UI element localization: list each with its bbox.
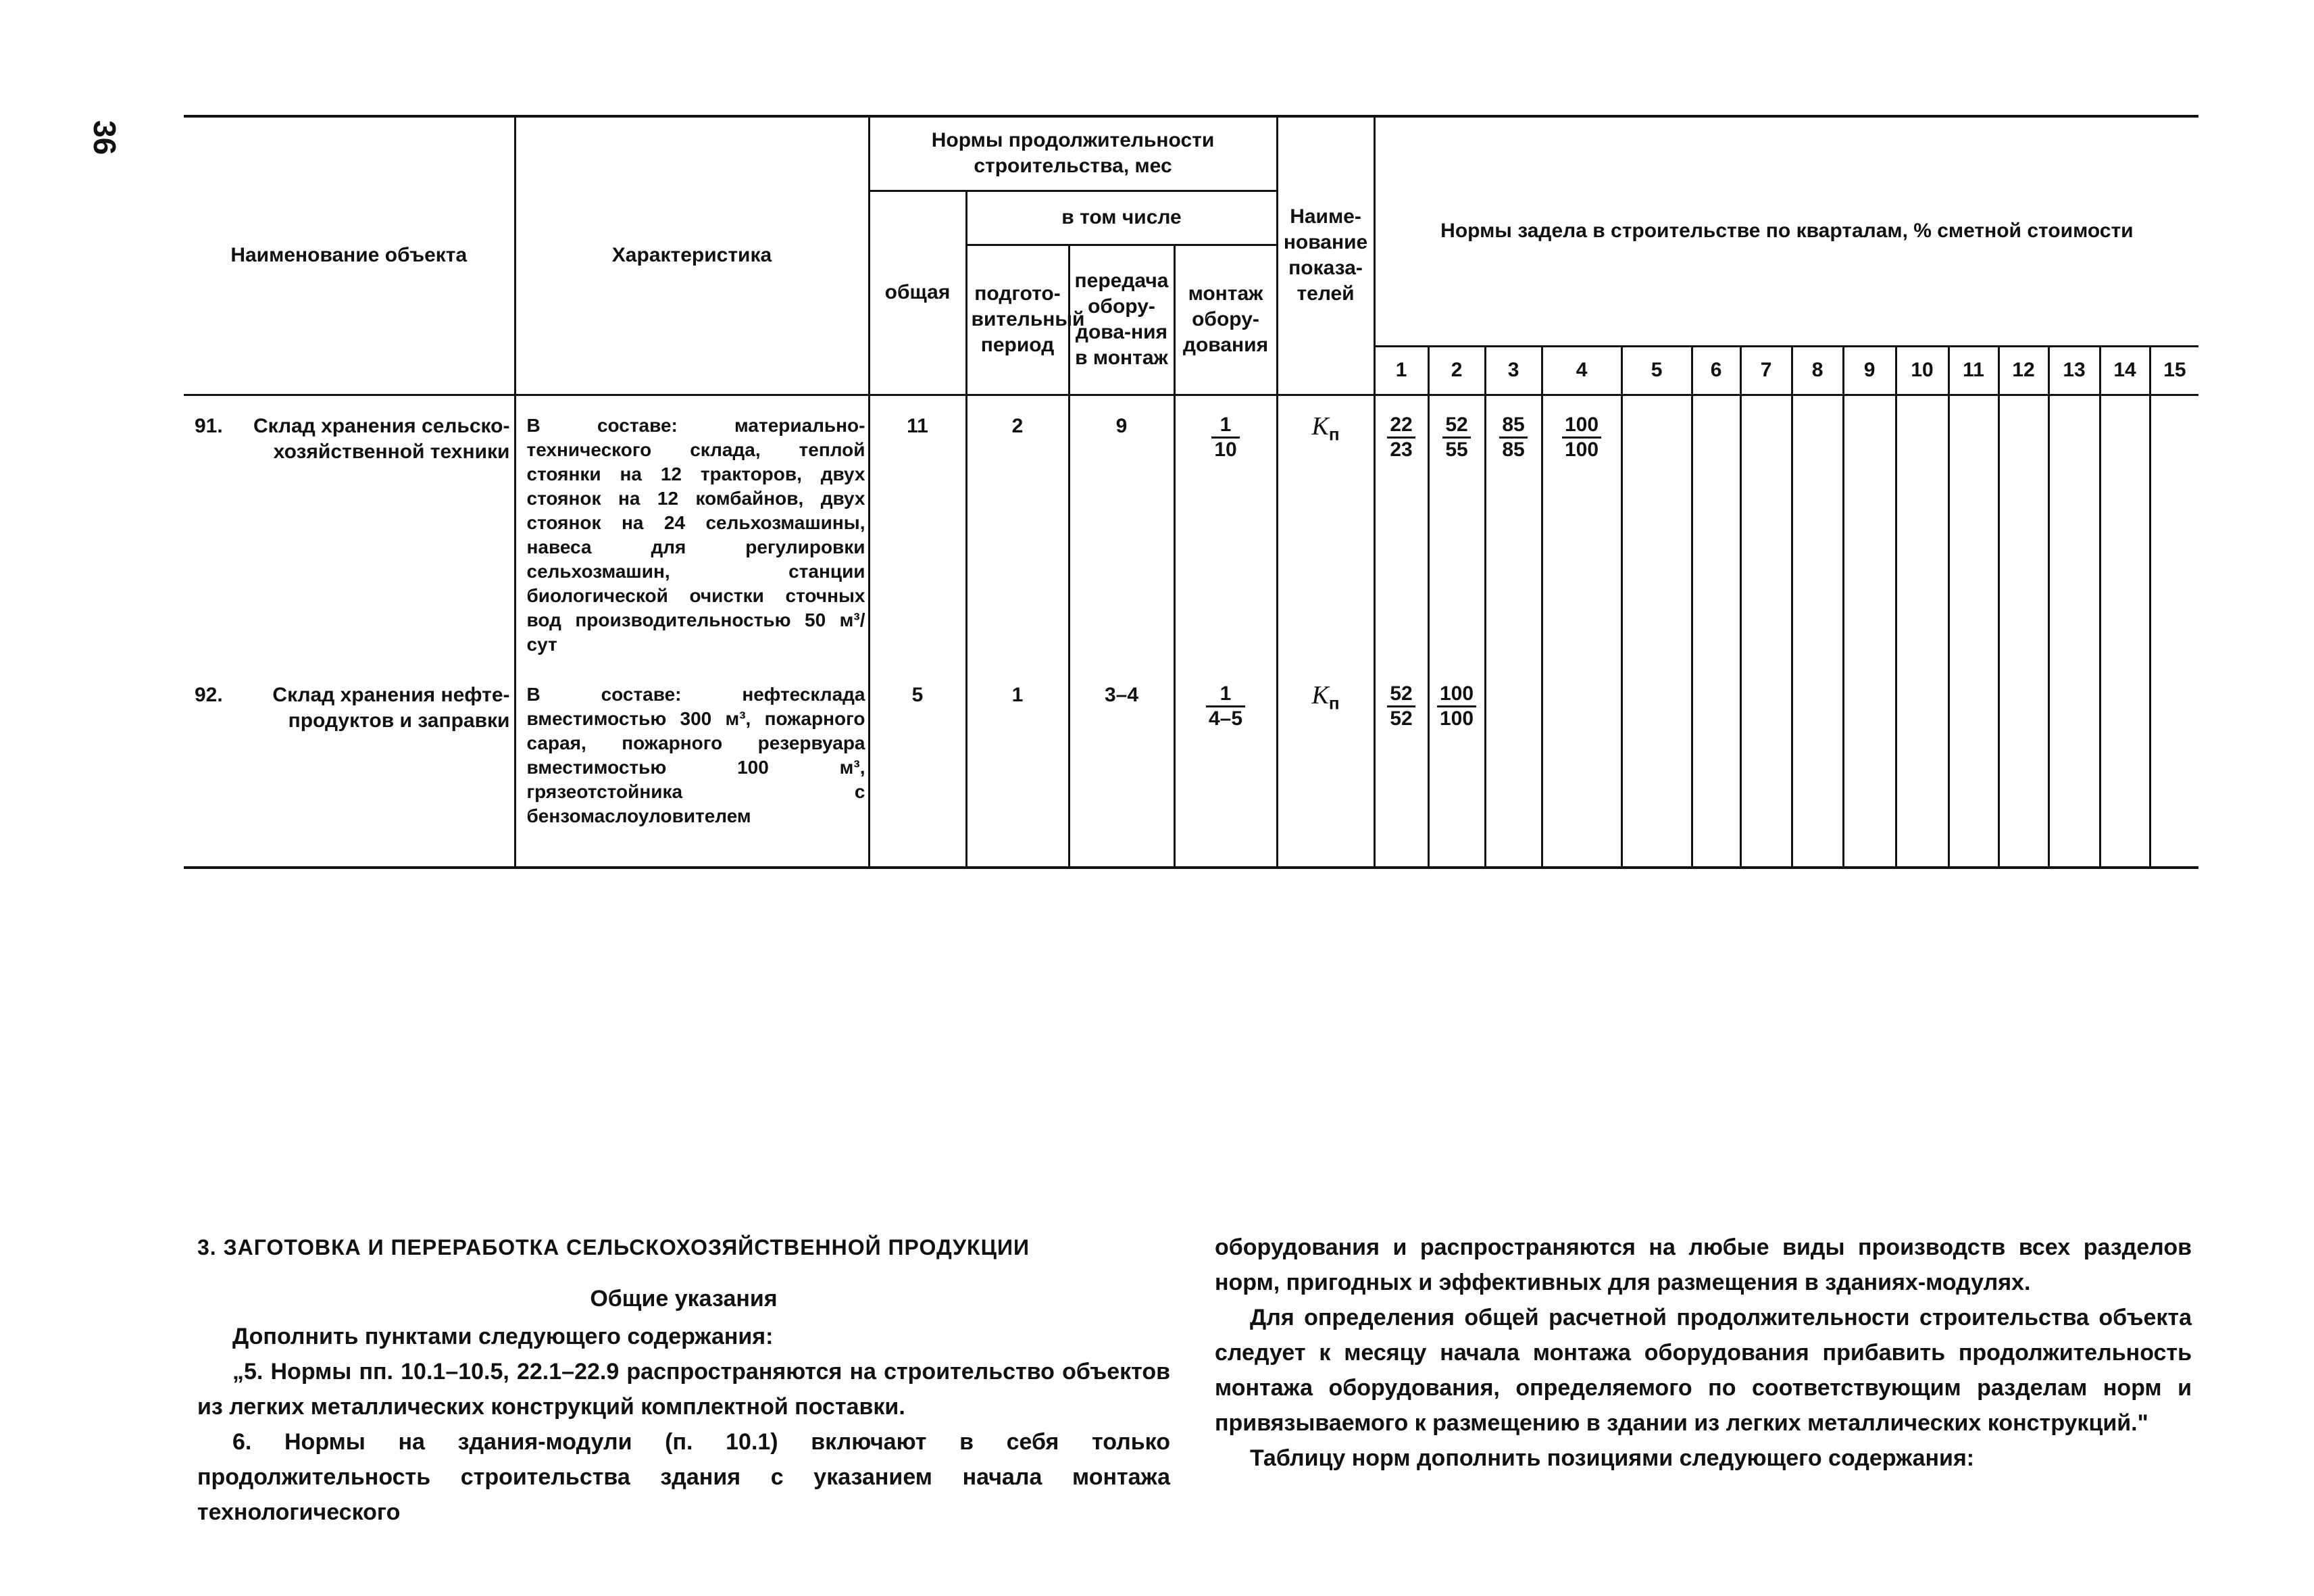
quarter-2: 2	[1428, 346, 1485, 395]
paragraph: Дополнить пунктами следующего содержания:	[232, 1324, 774, 1349]
paragraph: „5. Нормы пп. 10.1–10.5, 22.1–22.9 распространяются на строительство объектов из легких металлических конструкций комплектной поставки.	[197, 1359, 1170, 1420]
quarter-6: 6	[1692, 346, 1740, 395]
quarter-4: 4	[1542, 346, 1621, 395]
indicator-k: $K_п$	[1277, 395, 1374, 665]
backlog-q13	[2048, 665, 2100, 868]
table-row	[184, 395, 2198, 665]
page-number: 36	[87, 120, 122, 155]
paragraph: оборудования и распространяются на любые виды производств всех разделов норм, пригодных и эффективных для размещения в зданиях-модулях.	[1215, 1235, 2192, 1295]
quarter-15: 15	[2150, 346, 2198, 395]
table-row	[184, 665, 2198, 868]
backlog-q12	[1998, 665, 2048, 868]
duration-install: $\frac{1}{4-5}$	[1174, 665, 1277, 868]
backlog-q1: $\frac{52}{52}$	[1374, 665, 1428, 868]
header-indicator: Наиме-нование показа-телей	[1277, 116, 1374, 395]
backlog-q15	[2150, 395, 2198, 665]
duration-transfer: 3–4	[1069, 665, 1174, 868]
duration-transfer: 9	[1069, 395, 1174, 665]
object-characteristic: В составе: нефтесклада вместимостью 300 м³, пожарного сарая, пожарного резервуара вместимостью 100 м³, грязеотстойника с бензомаслоуловителем	[515, 665, 869, 868]
object-name: 91. Склад хранения сельско- хозяйственной техники	[184, 395, 515, 665]
duration-prep: 1	[966, 665, 1069, 868]
backlog-q8	[1792, 665, 1843, 868]
duration-install: $\frac{1}{10}$	[1174, 395, 1277, 665]
header-including: в том числе	[966, 191, 1277, 245]
header-total: общая	[869, 191, 966, 395]
quarter-8: 8	[1792, 346, 1843, 395]
quarter-10: 10	[1896, 346, 1948, 395]
backlog-q6	[1692, 665, 1740, 868]
header-characteristic: Характеристика	[515, 116, 869, 395]
quarter-14: 14	[2100, 346, 2150, 395]
quarter-3: 3	[1485, 346, 1542, 395]
quarter-7: 7	[1740, 346, 1792, 395]
paragraph: Таблицу норм дополнить позициями следующего содержания:	[1250, 1445, 1975, 1471]
backlog-q9	[1843, 395, 1896, 665]
quarter-9: 9	[1843, 346, 1896, 395]
header-duration-group: Нормы продолжительности строительства, мес	[869, 116, 1277, 191]
object-characteristic: В составе: материально-технического склада, теплой стоянки на 12 тракторов, двух стоянок на 12 комбайнов, двух стоянок на 24 сельхозмашины, навеса для регулировки сельхозмашин, станции биологической очистки сточных вод производительностью 50 м³/сут	[515, 395, 869, 665]
quarter-5: 5	[1621, 346, 1692, 395]
norms-table	[184, 115, 2198, 869]
header-backlog: Нормы задела в строительстве по кварталам, % сметной стоимости	[1374, 116, 2198, 346]
backlog-q14	[2100, 665, 2150, 868]
backlog-q11	[1948, 395, 1998, 665]
backlog-q4: $\frac{100}{100}$	[1542, 395, 1621, 665]
paragraph: Для определения общей расчетной продолжительности строительства объекта следует к месяцу начала монтажа оборудования прибавить продолжительность монтажа оборудования, определяемого по соответствующим разделам норм и привязываемого к размещению в здании из легких металлических конструкций."	[1215, 1305, 2192, 1436]
backlog-q2: $\frac{52}{55}$	[1428, 395, 1485, 665]
backlog-q13	[2048, 395, 2100, 665]
backlog-q12	[1998, 395, 2048, 665]
backlog-q6	[1692, 395, 1740, 665]
backlog-q10	[1896, 395, 1948, 665]
backlog-q15	[2150, 665, 2198, 868]
backlog-q10	[1896, 665, 1948, 868]
quarter-1: 1	[1374, 346, 1428, 395]
duration-total: 5	[869, 665, 966, 868]
object-name: 92. Склад хранения нефте- продуктов и заправки	[184, 665, 515, 868]
duration-total: 11	[869, 395, 966, 665]
quarter-12: 12	[1998, 346, 2048, 395]
backlog-q5	[1621, 395, 1692, 665]
backlog-q3	[1485, 665, 1542, 868]
left-text-column	[197, 1230, 1170, 1530]
section-title: 3. ЗАГОТОВКА И ПЕРЕРАБОТКА СЕЛЬСКОХОЗЯЙСТВЕННОЙ ПРОДУКЦИИ	[197, 1235, 1030, 1260]
backlog-q7	[1740, 665, 1792, 868]
right-text-column	[1215, 1230, 2192, 1476]
quarter-11: 11	[1948, 346, 1998, 395]
backlog-q5	[1621, 665, 1692, 868]
backlog-q8	[1792, 395, 1843, 665]
header-transfer: передача обору-дова-ния в монтаж	[1069, 245, 1174, 395]
paragraph: 6. Нормы на здания-модули (п. 10.1) включают в себя только продолжительность строительства здания с указанием начала монтажа технологического	[197, 1429, 1170, 1525]
backlog-q9	[1843, 665, 1896, 868]
backlog-q3: $\frac{85}{85}$	[1485, 395, 1542, 665]
backlog-q1: $\frac{22}{23}$	[1374, 395, 1428, 665]
header-name: Наименование объекта	[184, 116, 515, 395]
backlog-q4	[1542, 665, 1621, 868]
indicator-k: $K_п$	[1277, 665, 1374, 868]
backlog-q11	[1948, 665, 1998, 868]
backlog-q2: $\frac{100}{100}$	[1428, 665, 1485, 868]
backlog-q7	[1740, 395, 1792, 665]
backlog-q14	[2100, 395, 2150, 665]
duration-prep: 2	[966, 395, 1069, 665]
quarter-13: 13	[2048, 346, 2100, 395]
header-install: монтаж обору-дования	[1174, 245, 1277, 395]
subsection-title: Общие указания	[590, 1286, 778, 1312]
header-prep: подгото-вительный период	[966, 245, 1069, 395]
